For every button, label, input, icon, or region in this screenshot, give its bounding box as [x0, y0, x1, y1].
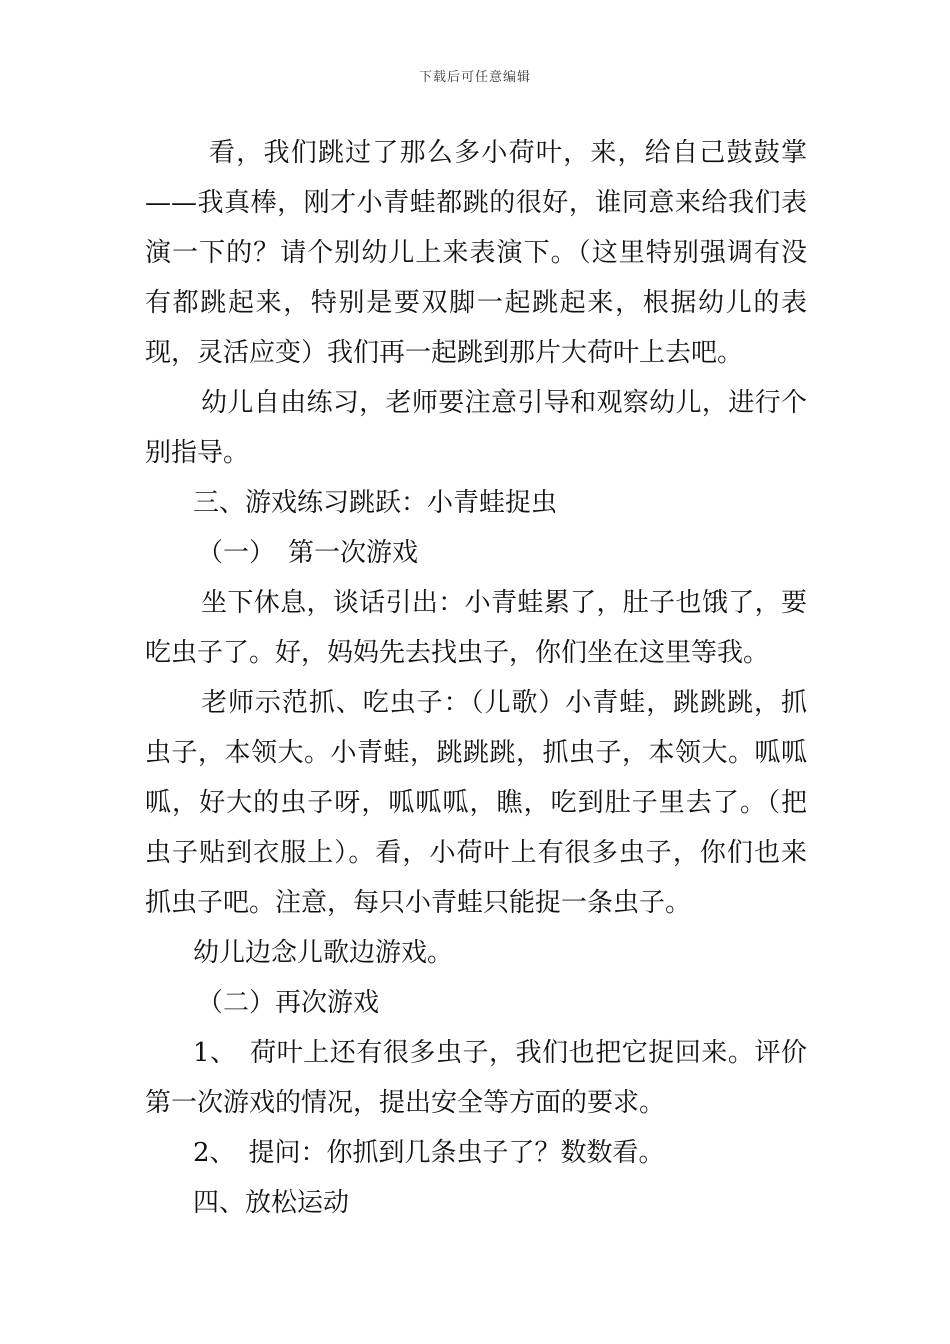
list-item-one: 1、 荷叶上还有很多虫子，我们也把它捉回来。评价第一次游戏的情况，提出安全等方面的要求。: [145, 1038, 807, 1118]
list-item-two: 2、 提问：你抓到几条虫子了？数数看。: [193, 1138, 665, 1168]
paragraph-teacher-demo: 老师示范抓、吃虫子：（儿歌）小青蛙，跳跳跳，抓虫子，本领大。小青蛙，跳跳跳，抓虫子，本领大。呱呱呱，好大的虫子呀，呱呱呱，瞧，吃到肚子里去了。（把虫子贴到衣服上）。看，小荷叶上有很多虫子，你们也来抓虫子吧。注意，每只小青蛙只能捉一条虫子。: [145, 688, 807, 918]
document-body: [145, 128, 807, 1228]
page-header: 下载后可任意编辑: [418, 70, 531, 85]
paragraph-children-play: 幼儿边念儿歌边游戏。: [193, 938, 454, 968]
paragraph-show-and-applause: 看，我们跳过了那么多小荷叶，来，给自己鼓鼓掌——我真棒，刚才小青蛙都跳的很好，谁同意来给我们表演一下的？请个别幼儿上来表演下。（这里特别强调有没有都跳起来，特别是要双脚一起跳起来，根据幼儿的表现，灵活应变）我们再一起跳到那片大荷叶上去吧。: [145, 138, 807, 368]
section-heading-relax: 四、放松运动: [193, 1188, 350, 1218]
subsection-heading-second-game: （二）再次游戏: [197, 988, 380, 1018]
subsection-heading-first-game: （一） 第一次游戏: [197, 538, 419, 568]
section-heading-game-jumping: 三、游戏练习跳跃：小青蛙捉虫: [193, 488, 558, 518]
paragraph-free-practice: 幼儿自由练习，老师要注意引导和观察幼儿，进行个别指导。: [145, 388, 807, 468]
paragraph-rest-and-talk: 坐下休息，谈话引出：小青蛙累了，肚子也饿了，要吃虫子了。好，妈妈先去找虫子，你们坐在这里等我。: [145, 588, 807, 668]
